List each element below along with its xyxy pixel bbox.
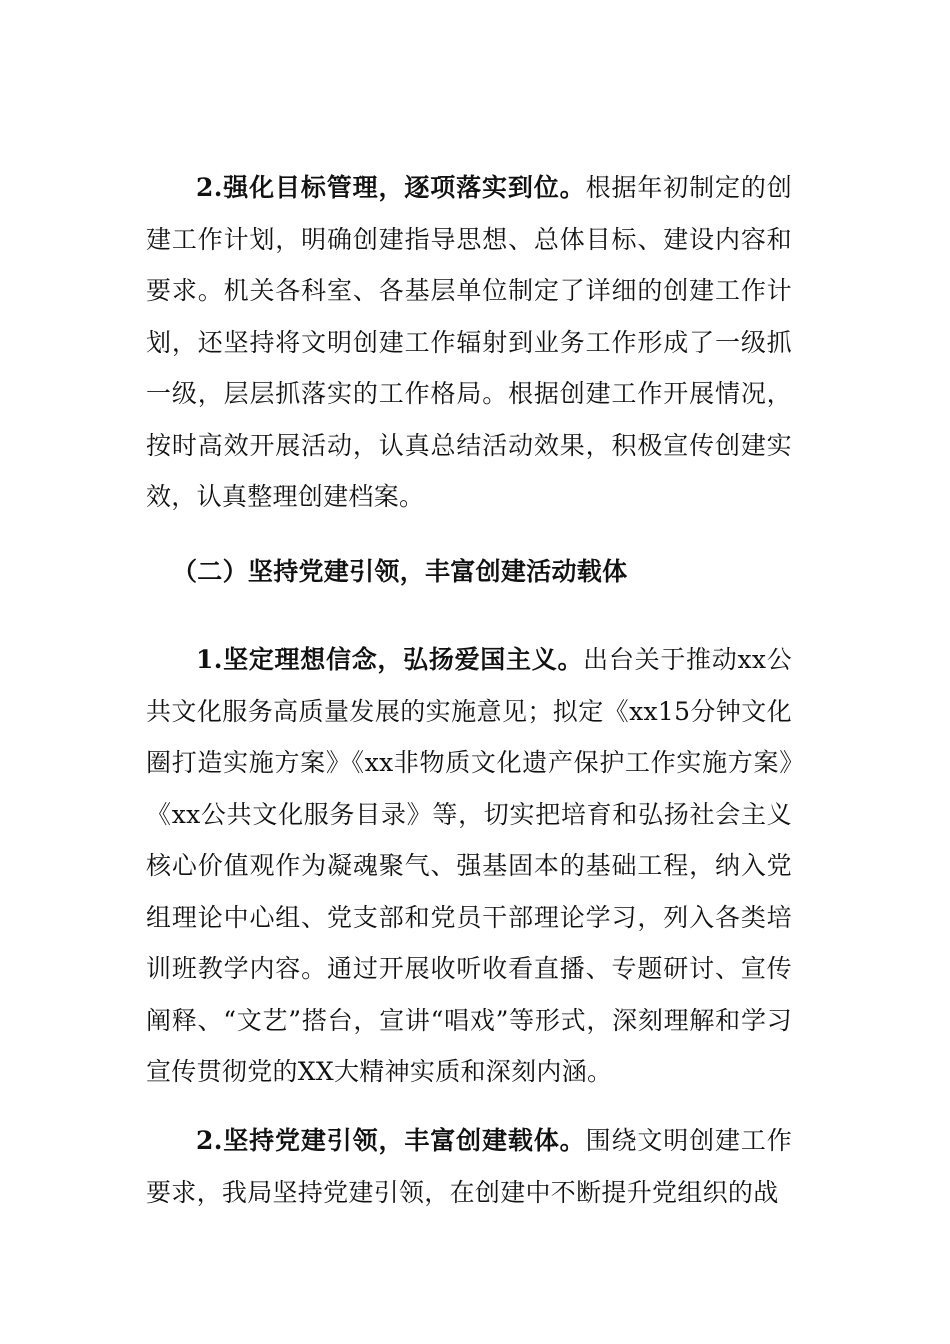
section-heading: （二）坚持党建引领，丰富创建活动载体 (172, 557, 628, 586)
paragraph-lead: 2.强化目标管理，逐项落实到位。 (196, 173, 586, 202)
paragraph-body: 围绕文明创建工作要求，我局坚持党建引领，在创建中不断提升党组织的战 (146, 1126, 793, 1207)
paragraph-lead: 2.坚持党建引领，丰富创建载体。 (196, 1126, 586, 1155)
paragraph-lead: 1.坚定理想信念，弘扬爱国主义。 (196, 645, 584, 674)
paragraph-body: 根据年初制定的创建工作计划，明确创建指导思想、总体目标、建设内容和要求。机关各科室、各基层单位制定了详细的创建工作计划，还坚持将文明创建工作辐射到业务工作形成了一级抓一级，层层抓落实的工作格局。根据创建工作开展情况，按时高效开展活动，认真总结活动效果，积极宣传创建实效，认真整理创建档案。 (146, 173, 793, 511)
paragraph-target-management (146, 162, 792, 523)
paragraph-ideals-patriotism (146, 634, 792, 1098)
paragraph-party-building (146, 1115, 792, 1218)
paragraph-body: 出台关于推动xx公共文化服务高质量发展的实施意见；拟定《xx15分钟文化圈打造实施方案》《xx非物质文化遗产保护工作实施方案》《xx公共文化服务目录》等，切实把培育和弘扬社会主义核心价值观作为凝魂聚气、强基固本的基础工程，纳入党组理论中心组、党支部和党员干部理论学习，列入各类培训班教学内容。通过开展收听收看直播、专题研讨、宣传阐释、“文艺”搭台，宣讲“唱戏”等形式，深刻理解和学习宣传贯彻党的XX大精神实质和深刻内涵。 (146, 645, 792, 1086)
